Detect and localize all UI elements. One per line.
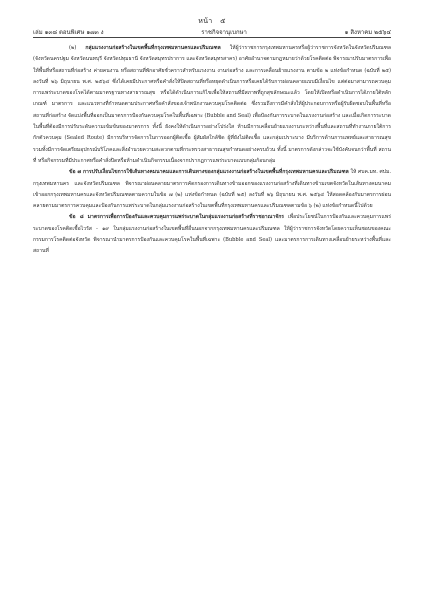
page-number-value: ๕ xyxy=(220,17,226,25)
clause-8 xyxy=(33,212,391,257)
document-body xyxy=(33,43,391,258)
clause-text: ให้ผู้ว่าราชการกรุงเทพมหานครหรือผู้ว่าราชการจังหวัดในจังหวัดปริมณฑล (จังหวัดนครปฐม จังหวัดนนทบุรี จังหวัดปทุมธานี จังหวัดสมุทรปราการ และจังหวัดสมุทรสาคร) อาศัยอำนาจตามกฎหมายว่าด้วยโรคติดต่อ พิจารณาปรับมาตรการเพื่อให้พื้นที่หรือสถานที่ก่อสร้าง ค่ายคนงาน หรือสถานที่พักอาศัยชั่วคราวสำหรับแรงงาน งานก่อสร้าง และการเคลื่อนย้ายแรงงาน ตามข้อ ๒ แห่งข้อกำหนด (ฉบับที่ ๒๕) ลงวันที่ ๒๖ มิถุนายน พ.ศ. ๒๕๖๔ ซึ่งได้เคยมีประกาศหรือคำสั่งให้ปิดสถานที่หรือหยุดดำเนินการหรือเคยได้รับการผ่อนคลายแบบมีเงื่อนไข แต่ต่อมาสามารถควบคุมการแพร่ระบาดของโรคได้ตามมาตรฐานทางสาธารณสุข หรือได้ดำเนินการแก้ไขเพื่อให้สถานที่มีสภาพที่ถูกสุขลักษณะแล้ว โดยให้เปิดหรือดำเนินการได้ภายใต้หลักเกณฑ์ มาตรการ และแนวทางที่กำหนดตามประกาศหรือคำสั่งของเจ้าพนักงานควบคุมโรคติดต่อ ซึ่งรวมถึงการมีคำสั่งให้ผู้ประกอบการหรือผู้รับผิดชอบในพื้นที่หรือสถานที่ก่อสร้าง จัดแบ่งพื้นที่ออกเป็นมาตรการป้องกันควบคุมโรคในพื้นที่เฉพาะ (Bubble and Seal) เพื่อป้องกันการระบาดในแรงงานก่อสร้าง และเมื่อเกิดการระบาดในพื้นที่ต้องมีการปรับระดับความเข้มข้นของมาตรการ ทั้งนี้ ยังคงให้ดำเนินการอย่างโปร่งใส ห้ามมีการเคลื่อนย้ายแรงงานระหว่างพื้นที่และสถานที่ทำงานภายใต้การกักตัวควบคุม (Sealed Route) มีการบริหารจัดการในการออกผู้ติดเชื้อ ผู้สัมผัสใกล้ชิด ผู้ที่ยังไม่ติดเชื้อ และกลุ่มเปราะบาง มีบริการด้านการแพทย์และสาธารณสุข รวมทั้งมีการจัดเตรียมอุปกรณ์บริโภคและสิ่งอำนวยความสะดวกตามที่กระทรวงสาธารณสุขกำหนดอย่างครบถ้วน ทั้งนี้ มาตรการดังกล่าวจะใช้บังคับจนกว่าพื้นที่ สถานที่ หรือกิจกรรมที่มีประกาศหรือคำสั่งปิดหรือห้ามดำเนินกิจกรรมเนื่องจากปรากฏการแพร่ระบาดแบบกลุ่มก้อนกลุ่ม xyxy=(33,45,392,164)
clause-7 xyxy=(33,167,391,212)
clause-heading: การปรับเงื่อนไขการใช้เส้นทางคมนาคมและการเดินทางของกลุ่มแรงงานก่อสร้างในเขตพื้นที่กรุงเทพมหานครและปริมณฑล xyxy=(82,169,349,176)
publication-name: ราชกิจจานุเบกษา xyxy=(201,29,247,36)
page-number xyxy=(0,16,424,27)
clause-text: เพื่อประโยชน์ในการป้องกันและควบคุมการแพร่ระบาดของโรคติดเชื้อไวรัส - ๑๙ ในกลุ่มแรงงานก่อสร้างในเขตพื้นที่อื่นนอกจากกรุงเทพมหานครและปริมณฑล ให้ผู้ว่าราชการจังหวัดโดยความเห็นชอบของคณะกรรมการโรคติดต่อจังหวัด พิจารณานำมาตรการป้องกันและควบคุมโรคในพื้นที่เฉพาะ (Bubble and Seal) และมาตรการการเดินทางเคลื่อนย้ายระหว่างพื้นที่และสถานที่ xyxy=(33,214,391,255)
clause-number: (๒) xyxy=(69,45,77,51)
clause-number: ข้อ ๗ xyxy=(69,169,82,176)
volume-issue: เล่ม ๑๓๘ ตอนพิเศษ ๑๗๓ ง xyxy=(33,29,104,36)
clause-text: ให้ ศบค.มท. ศปม. กรุงเทพมหานคร และจังหวัดปริมณฑล พิจารณาผ่อนคลายมาตรการคัดกรองการเดินทางข้ามออกของแรงงานก่อสร้างที่เดินทางข้ามเขตจังหวัดในเส้นทางคมนาคมเข้าออกกรุงเทพมหานครและจังหวัดปริมณฑลตามความในข้อ ๗ (๒) แห่งข้อกำหนด (ฉบับที่ ๒๕) ลงวันที่ ๒๖ มิถุนายน พ.ศ. ๒๕๖๔ ให้สอดคล้องกับมาตรการผ่อนคลายตามมาตรการควบคุมและป้องกันการแพร่ระบาดในกลุ่มแรงงานก่อสร้างในเขตพื้นที่กรุงเทพมหานครและปริมณฑลตามข้อ ๖ (๒) แห่งข้อกำหนดนี้ไปด้วย xyxy=(33,169,391,210)
clause-6-2 xyxy=(33,43,391,167)
clause-heading: กลุ่มแรงงานก่อสร้างในเขตพื้นที่กรุงเทพมหานครและปริมณฑล xyxy=(85,45,221,51)
publication-date: ๑ สิงหาคม ๒๕๖๔ xyxy=(344,29,391,36)
gazette-header xyxy=(33,27,391,37)
header-rule xyxy=(33,37,391,38)
clause-heading: มาตรการเพื่อการป้องกันและควบคุมการแพร่ระบาดในกลุ่มแรงงานก่อสร้างที่ราชอาณาจักร xyxy=(87,214,285,221)
clause-number: ข้อ ๘ xyxy=(69,214,84,221)
page-number-label: หน้า xyxy=(198,17,213,25)
